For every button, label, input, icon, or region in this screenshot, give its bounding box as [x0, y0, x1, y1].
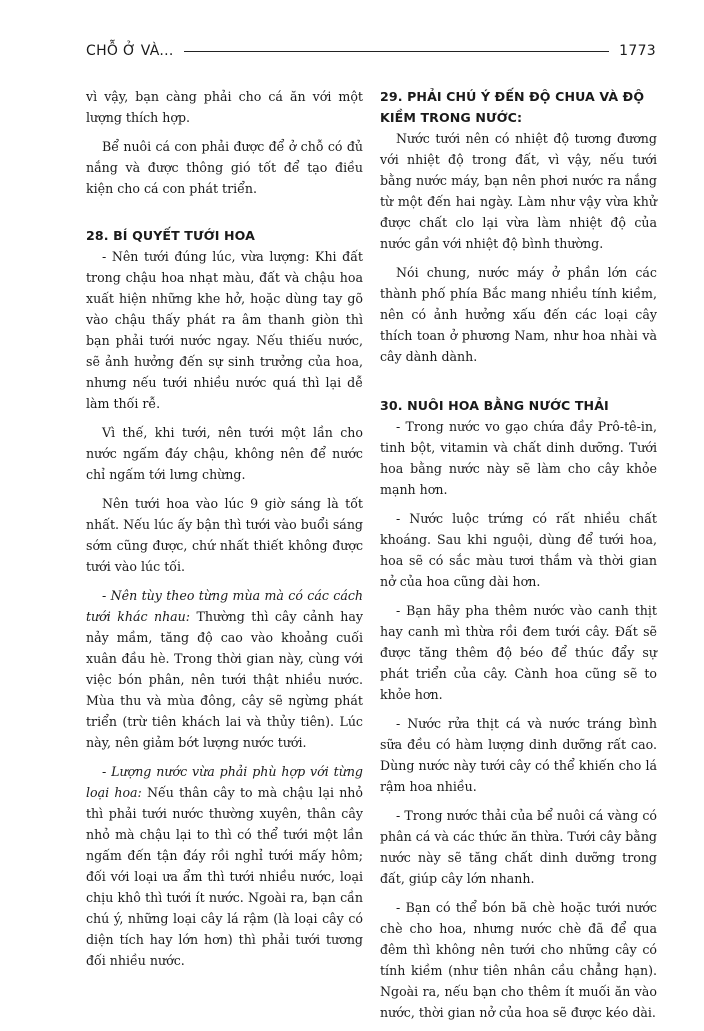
- left-column: [86, 86, 363, 979]
- page-number: 1773: [619, 43, 656, 59]
- header-rule: [184, 51, 609, 52]
- section-heading-29: 29. PHẢI CHÚ Ý ĐẾN ĐỘ CHUA VÀ ĐỘ KIỀM TRONG NƯỚC:: [380, 89, 645, 125]
- chapter-title: CHỖ Ở VÀ...: [86, 43, 174, 59]
- paragraph: - Nước luộc trứng có rất nhiều chất khoáng. Sau khi nguội, dùng để tưới hoa, hoa sẽ có sắc màu tươi thắm và thời gian nở của hoa cũng dài hơn.: [380, 511, 657, 589]
- paragraph: - Trong nước thải của bể nuôi cá vàng có phân cá và các thức ăn thừa. Tưới cây bằng nước này sẽ tăng chất dinh dưỡng trong đất, giúp cây lớn nhanh.: [380, 808, 657, 886]
- paragraph: [86, 761, 363, 971]
- paragraph: - Bạn hãy pha thêm nước vào canh thịt hay canh mì thừa rồi đem tưới cây. Đất sẽ được tăng thêm độ béo để thúc đẩy sự phát triển của cây. Cành hoa cũng sẽ to khỏe hơn.: [380, 603, 657, 702]
- right-column: [380, 86, 657, 1031]
- paragraph: Nên tưới hoa vào lúc 9 giờ sáng là tốt nhất. Nếu lúc ấy bận thì tưới vào buổi sáng sớm cũng được, chứ nhất thiết không được tưới vào lúc tối.: [86, 496, 363, 574]
- paragraph-text: Nếu thân cây to mà chậu lại nhỏ thì phải tưới nước thường xuyên, thân cây nhỏ mà chậu lại to thì có thể tưới một lần ngấm đến tận đáy rồi nghỉ tưới mấy hôm; đối với loại ưa ẩm thì tưới nhiều nước, loại chịu khô thì tưới ít nước. Ngoài ra, bạn cần chú ý, những loại cây lá rậm (là loại cây có diện tích hay lớn hơn) thì phải tưới tương đối nhiều nước.: [86, 785, 363, 968]
- section-spacer: [380, 375, 657, 395]
- paragraph: Vì thế, khi tưới, nên tưới một lần cho nước ngấm đáy chậu, không nên để nước chỉ ngấm tới lưng chừng.: [86, 425, 363, 482]
- section-heading-30: 30. NUÔI HOA BẰNG NƯỚC THẢI: [380, 398, 609, 413]
- paragraph: - Trong nước vo gạo chứa đầy Prô-tê-in, tinh bột, vitamin và chất dinh dưỡng. Tưới hoa bằng nước này sẽ làm cho cây khỏe mạnh hơn.: [380, 419, 657, 497]
- paragraph: vì vậy, bạn càng phải cho cá ăn với một lượng thích hợp.: [86, 89, 363, 125]
- paragraph: - Bạn có thể bón bã chè hoặc tưới nước chè cho hoa, nhưng nước chè đã để qua đêm thì không nên tưới cho những cây có tính kiềm (như tiên nhân cầu chẳng hạn). Ngoài ra, nếu bạn cho thêm ít muối ăn vào nước, thời gian nở của hoa sẽ được kéo dài.: [380, 900, 657, 1020]
- paragraph-text: Thường thì cây cảnh hay nảy mầm, tăng độ cao vào khoảng cuối xuân đầu hè. Trong thời gian này, cùng với việc bón phân, nên tưới thật nhiều nước. Mùa thu và mùa đông, cây sẽ ngừng phát triển (trừ tiên khách lai và thủy tiên). Lúc này, nên giảm bớt lượng nước tưới.: [86, 609, 363, 750]
- paragraph: - Nước rửa thịt cá và nước tráng bình sữa đều có hàm lượng dinh dưỡng rất cao. Dùng nước này tưới cây có thể khiến cho lá rậm hoa nhiều.: [380, 716, 657, 794]
- paragraph: Nước tưới nên có nhiệt độ tương đương với nhiệt độ trong đất, vì vậy, nếu tưới bằng nước máy, bạn nên phơi nước ra nắng từ một đến hai ngày. Làm như vậy vừa khử được chất clo lại vừa làm nhiệt độ của nước gần với nhiệt độ bình thường.: [380, 131, 657, 251]
- running-header: [86, 40, 656, 62]
- section-heading-28: 28. BÍ QUYẾT TƯỚI HOA: [86, 228, 255, 243]
- italic-lead: - Nên tùy theo từng mùa mà có các cách tưới khác nhau:: [86, 588, 363, 624]
- paragraph: [86, 585, 363, 753]
- paragraph: Nói chung, nước máy ở phần lớn các thành phố phía Bắc mang nhiều tính kiềm, nên có ảnh hưởng xấu đến các loại cây thích toan ở phương Nam, như hoa nhài và cây dành dành.: [380, 265, 657, 364]
- paragraph: Bể nuôi cá con phải được để ở chỗ có đủ nắng và được thông gió tốt để tạo điều kiện cho cá con phát triển.: [86, 139, 363, 196]
- italic-lead: - Lượng nước vừa phải phù hợp với từng loại hoa:: [86, 764, 363, 800]
- section-spacer: [86, 207, 363, 225]
- paragraph: - Nên tưới đúng lúc, vừa lượng: Khi đất trong chậu hoa nhạt màu, đất và chậu hoa xuất hiện những khe hở, hoặc dùng tay gõ vào chậu thấy phát ra âm thanh giòn thì bạn phải tưới nước ngay. Nếu thiếu nước, sẽ ảnh hưởng đến sự sinh trưởng của hoa, nhưng nếu tưới nhiều nước quá thì lại dễ làm thối rễ.: [86, 249, 363, 411]
